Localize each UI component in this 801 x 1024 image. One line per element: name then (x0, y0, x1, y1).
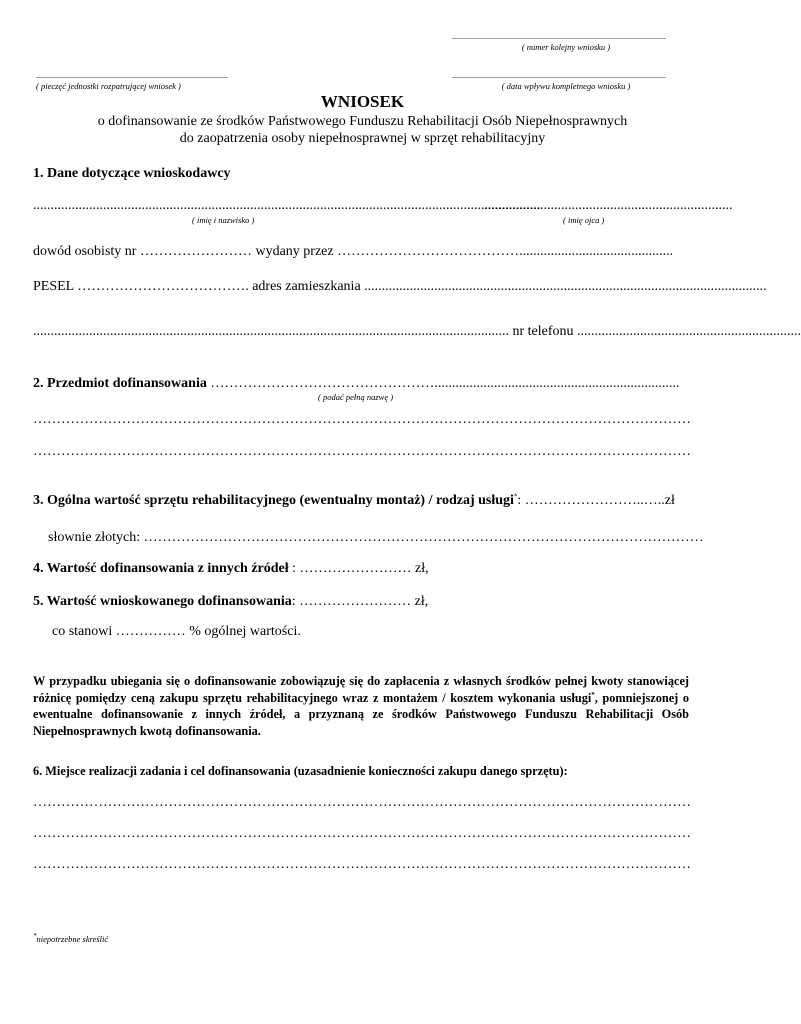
request-number-dots[interactable]: ........................................................................................................... (452, 32, 666, 41)
section3-footnote-mark: * (513, 492, 518, 501)
share-field[interactable]: co stanowi …………… (52, 624, 186, 639)
stamp-dots[interactable]: ................................................................................................ (36, 71, 228, 80)
id-number-field[interactable]: …………………… (139, 244, 252, 259)
obligation-footnote-mark: * (591, 690, 595, 699)
issued-by-field[interactable]: …………………………………............................................ (337, 244, 674, 259)
words-field[interactable]: ………………………………………………………………………………………………………… (143, 530, 704, 545)
justification-line-1[interactable]: …………………………………………………………………………………………………………………………… (33, 795, 691, 810)
words-label: słownie złotych: (48, 530, 141, 545)
share-row (52, 624, 301, 640)
share-suffix: % ogólnej wartości. (189, 624, 301, 639)
father-name-field[interactable]: ....................................................................... (484, 198, 733, 213)
subject-field[interactable]: …………………………………………...................................................................... (210, 376, 680, 391)
section5-row (33, 594, 428, 610)
request-number-hint: ( numer kolejny wniosku ) (521, 42, 611, 52)
issued-by-label: wydany przez (255, 244, 334, 259)
pesel-label: PESEL (33, 279, 74, 294)
obligation-text-part1: W przypadku ubiegania się o dofinansowanie zobowiązuję się do zapłacenia z własnych środków pełnej kwoty stanowiącej różnicę pomiędzy ceną zakupu sprzętu rehabilitacyjnego wraz z montażem / kosztem wykonania usługi (33, 674, 689, 705)
section6-heading: 6. Miejsce realizacji zadania i cel dofinansowania (uzasadnienie konieczności zakupu danego sprzętu): (33, 764, 568, 778)
address-line2-field[interactable]: ........................................................................................................................................ (33, 324, 509, 339)
address-field[interactable]: ................................................................................................................... (364, 279, 767, 294)
obligation-text-part2: , pomniejszonej o ewentualne dofinansowanie z innych źródeł, a przyznaną ze środków Państwowego Funduszu Rehabilitacji Osób Niepełnosprawnych kwotą dofinansowania. (33, 690, 689, 738)
words-row (48, 530, 704, 546)
footnote-text: niepotrzebne skreślić (36, 934, 109, 944)
id-row (33, 244, 693, 260)
name-hint: ( imię i nazwisko ) (192, 215, 255, 225)
other-sources-field[interactable]: : …………………… zł, (292, 561, 429, 576)
obligation-paragraph (33, 673, 689, 739)
section5-heading: 5. Wartość wnioskowanego dofinansowania (33, 594, 292, 609)
section4-heading: 4. Wartość dofinansowania z innych źródeł (33, 561, 289, 576)
document-title: WNIOSEK (320, 92, 405, 111)
date-received-dots[interactable]: ........................................................................................................... (452, 71, 666, 80)
id-label: dowód osobisty nr (33, 244, 137, 259)
justification-line-3[interactable]: …………………………………………………………………………………………………………………………… (33, 857, 691, 872)
father-name-hint: ( imię ojca ) (563, 215, 605, 225)
name-field[interactable]: ................................................................................................................................................. (33, 198, 541, 213)
subject-hint: ( podać pełną nazwę ) (318, 392, 394, 402)
section2-heading: 2. Przedmiot dofinansowania (33, 376, 207, 391)
title-subtitle-line2: do zaopatrzenia osoby niepełnosprawnej w sprzęt rehabilitacyjny (179, 131, 546, 146)
section3-heading: 3. Ogólna wartość sprzętu rehabilitacyjnego (ewentualny montaż) / rodzaj usługi (33, 493, 514, 508)
title-subtitle-line1: o dofinansowanie ze środków Państwowego Funduszu Rehabilitacji Osób Niepełnosprawnych (97, 114, 628, 129)
section4-row (33, 561, 429, 577)
section3-row (33, 493, 693, 509)
justification-line-2[interactable]: …………………………………………………………………………………………………………………………… (33, 826, 691, 841)
footnote-mark: * (33, 932, 37, 941)
pesel-field[interactable]: ………………………………. (77, 279, 249, 294)
address-phone-row (33, 324, 801, 340)
date-received-hint: ( data wpływu kompletnego wniosku ) (501, 81, 631, 91)
address-label: adres zamieszkania (252, 279, 361, 294)
stamp-hint: ( pieczęć jednostki rozpatrującej wniosek ) (36, 81, 181, 91)
footnote (33, 934, 108, 944)
requested-amount-field[interactable]: : …………………… zł, (291, 594, 429, 609)
subject-line-1[interactable]: …………………………………………………………………………………………………………………………… (33, 412, 691, 427)
section2-row (33, 376, 693, 392)
pesel-row (33, 279, 767, 295)
phone-label: nr telefonu (512, 324, 574, 339)
phone-field[interactable]: ................................................................ (577, 324, 801, 339)
section1-heading: 1. Dane dotyczące wnioskodawcy (33, 166, 231, 181)
equipment-value-field[interactable]: : ……………………..…..zł (517, 493, 675, 508)
subject-line-2[interactable]: …………………………………………………………………………………………………………………………… (33, 444, 691, 459)
